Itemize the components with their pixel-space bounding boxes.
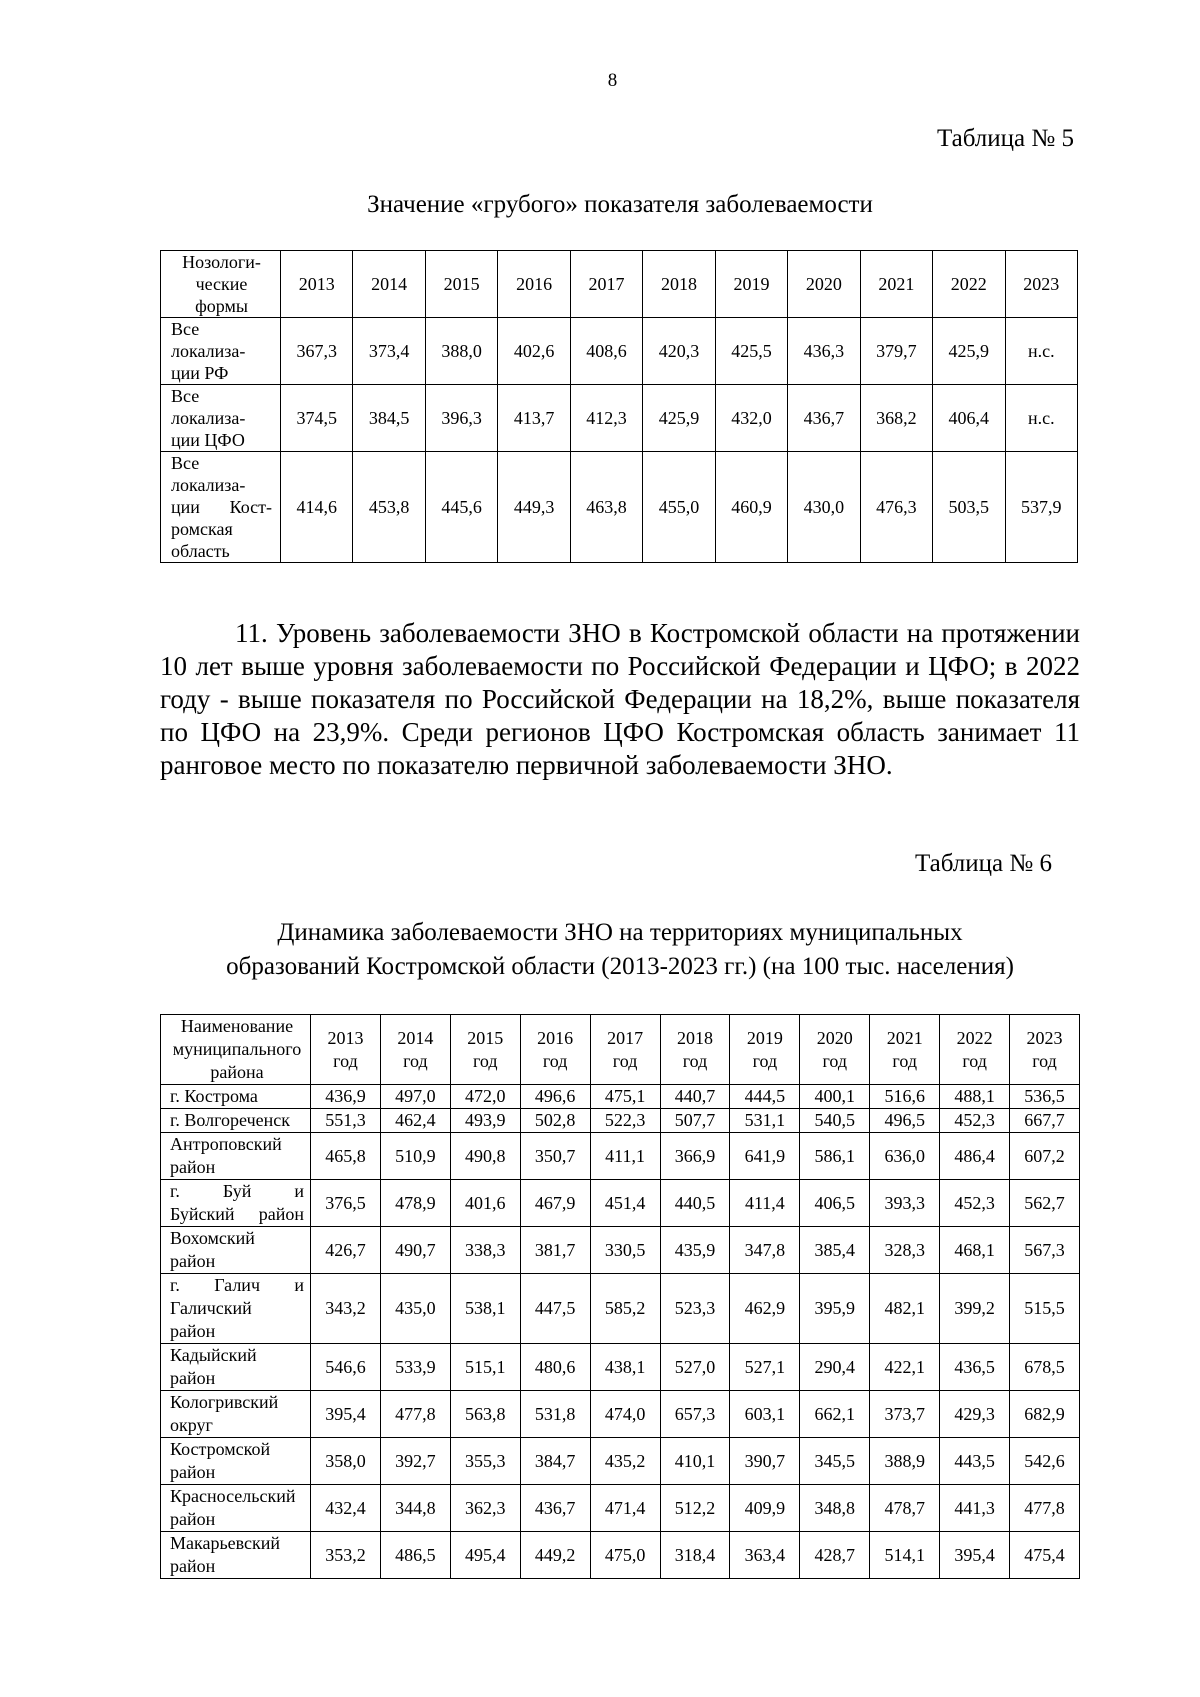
value-cell: 379,7 [860, 318, 932, 385]
value-cell: н.с. [1005, 385, 1077, 452]
row-name-cell [161, 1133, 311, 1180]
value-cell: 443,5 [940, 1438, 1010, 1485]
paragraph-11: 11. Уровень заболеваемости ЗНО в Костромской области на протяжении 10 лет выше уровня заболеваемости по Российской Федерации и ЦФО; в 2022 году - выше показателя по Российской Федерации на 18,2%, выше показателя по ЦФО на 23,9%. Среди регионов ЦФО Костромская область занимает 11 ранговое место по показателю первичной заболеваемости ЗНО. [160, 618, 1080, 780]
row-name-line: ромская [171, 519, 233, 539]
year-header-cell [660, 1015, 730, 1085]
value-cell: 328,3 [870, 1227, 940, 1274]
table-row [161, 1085, 1080, 1109]
value-cell: 510,9 [380, 1133, 450, 1180]
year-header-cell: 2023 [1005, 251, 1077, 318]
value-cell: 390,7 [730, 1438, 800, 1485]
value-cell: 486,5 [380, 1532, 450, 1579]
value-cell: 567,3 [1010, 1227, 1080, 1274]
value-cell: 662,1 [800, 1391, 870, 1438]
value-cell: 462,4 [380, 1109, 450, 1133]
value-cell: 515,5 [1010, 1274, 1080, 1344]
value-cell: 472,0 [450, 1085, 520, 1109]
row-name-line: локализа- [171, 475, 246, 495]
value-cell: 471,4 [590, 1485, 660, 1532]
value-cell: 445,6 [425, 452, 497, 563]
year-suffix: год [752, 1050, 778, 1071]
value-cell: 432,4 [311, 1485, 381, 1532]
value-cell: 343,2 [311, 1274, 381, 1344]
row-name-cell [161, 1532, 311, 1579]
value-cell: 478,7 [870, 1485, 940, 1532]
row-name-line: Буйский район [170, 1204, 304, 1224]
table-6-title-line-2: образований Костромской области (2013-2023 гг.) (на 100 тыс. населения) [226, 953, 1014, 980]
row-name-line: Кадыйский [170, 1345, 257, 1365]
year-suffix: год [403, 1050, 428, 1071]
row-name-line: локализа- [171, 341, 246, 361]
table-row [161, 318, 1078, 385]
value-cell: 425,5 [715, 318, 787, 385]
year-suffix: год [892, 1050, 917, 1071]
value-cell: 449,3 [498, 452, 570, 563]
value-cell: 318,4 [660, 1532, 730, 1579]
value-cell: 428,7 [800, 1532, 870, 1579]
value-cell: 475,1 [590, 1085, 660, 1109]
value-cell: 490,7 [380, 1227, 450, 1274]
table-5-body [161, 251, 1078, 563]
value-cell: 444,5 [730, 1085, 800, 1109]
value-cell: 410,1 [660, 1438, 730, 1485]
table-row [161, 1344, 1080, 1391]
row-name-line: локализа- [171, 408, 246, 428]
value-cell: 562,7 [1010, 1180, 1080, 1227]
value-cell: 514,1 [870, 1532, 940, 1579]
table-row [161, 1133, 1080, 1180]
row-name-line: Все [171, 453, 200, 473]
row-name-line: район [170, 1321, 216, 1341]
value-cell: 330,5 [590, 1227, 660, 1274]
value-cell: 420,3 [643, 318, 715, 385]
value-cell: 395,4 [940, 1532, 1010, 1579]
row-name-line: Все [171, 386, 200, 406]
value-cell: 585,2 [590, 1274, 660, 1344]
year-header-cell: 2021 [860, 251, 932, 318]
value-cell: 540,5 [800, 1109, 870, 1133]
row-name-line: Антроповский [170, 1134, 282, 1154]
value-cell: 436,7 [520, 1485, 590, 1532]
table-row [161, 1274, 1080, 1344]
value-cell: 636,0 [870, 1133, 940, 1180]
value-cell: 414,6 [281, 452, 353, 563]
year-suffix: год [822, 1050, 848, 1071]
value-cell: 406,4 [933, 385, 1005, 452]
value-cell: 406,5 [800, 1180, 870, 1227]
value-cell: 477,8 [1010, 1485, 1080, 1532]
row-name-line: ции Кост- [171, 497, 272, 517]
table-5-title: Значение «грубого» показателя заболеваемости [367, 191, 873, 218]
value-cell: 607,2 [1010, 1133, 1080, 1180]
value-cell: 533,9 [380, 1344, 450, 1391]
value-cell: 412,3 [570, 385, 642, 452]
value-cell: 546,6 [311, 1344, 381, 1391]
value-cell: 488,1 [940, 1085, 1010, 1109]
value-cell: 358,0 [311, 1438, 381, 1485]
value-cell: 366,9 [660, 1133, 730, 1180]
year-suffix: год [542, 1050, 568, 1071]
value-cell: 531,8 [520, 1391, 590, 1438]
value-cell: 482,1 [870, 1274, 940, 1344]
value-cell: 374,5 [281, 385, 353, 452]
value-cell: 362,3 [450, 1485, 520, 1532]
year-header-cell [311, 1015, 381, 1085]
value-cell: 467,9 [520, 1180, 590, 1227]
value-cell: 465,8 [311, 1133, 381, 1180]
value-cell: 495,4 [450, 1532, 520, 1579]
year-suffix: год [612, 1050, 638, 1071]
value-cell: 507,7 [660, 1109, 730, 1133]
page-number: 8 [607, 70, 618, 91]
year-value: 2014 [397, 1027, 434, 1048]
row-name-cell [161, 1085, 311, 1109]
row-name-cell [161, 452, 281, 563]
value-cell: 474,0 [590, 1391, 660, 1438]
table-5-label: Таблица № 5 [936, 125, 1074, 152]
value-cell: 411,1 [590, 1133, 660, 1180]
value-cell: 413,7 [498, 385, 570, 452]
year-header-cell [450, 1015, 520, 1085]
table-row [161, 452, 1078, 563]
value-cell: 438,1 [590, 1344, 660, 1391]
value-cell: 426,7 [311, 1227, 381, 1274]
value-cell: 373,4 [353, 318, 425, 385]
value-cell: 512,2 [660, 1485, 730, 1532]
value-cell: 395,9 [800, 1274, 870, 1344]
row-name-line: г. Галич и [170, 1275, 304, 1295]
value-cell: 355,3 [450, 1438, 520, 1485]
value-cell: 402,6 [498, 318, 570, 385]
value-cell: 527,1 [730, 1344, 800, 1391]
value-cell: 515,1 [450, 1344, 520, 1391]
row-name-line: района [210, 1062, 264, 1082]
year-header-cell: 2013 [281, 251, 353, 318]
value-cell: 376,5 [311, 1180, 381, 1227]
value-cell: 478,9 [380, 1180, 450, 1227]
row-name-line: округ [170, 1415, 213, 1435]
row-name-line: район [170, 1368, 216, 1388]
value-cell: 502,8 [520, 1109, 590, 1133]
value-cell: 523,3 [660, 1274, 730, 1344]
value-cell: 388,9 [870, 1438, 940, 1485]
value-cell: 363,4 [730, 1532, 800, 1579]
table-row [161, 1180, 1080, 1227]
year-value: 2019 [746, 1027, 783, 1048]
year-header-cell [730, 1015, 800, 1085]
value-cell: 603,1 [730, 1391, 800, 1438]
value-cell: 367,3 [281, 318, 353, 385]
value-cell: 516,6 [870, 1085, 940, 1109]
row-name-line: ции РФ [171, 363, 229, 383]
value-cell: 440,5 [660, 1180, 730, 1227]
row-name-line: г. Буй и [170, 1181, 304, 1201]
value-cell: 455,0 [643, 452, 715, 563]
row-name-line: ческие [195, 274, 248, 294]
row-name-line: Нозологи- [182, 252, 261, 272]
value-cell: 497,0 [380, 1085, 450, 1109]
year-value: 2023 [1026, 1027, 1063, 1048]
value-cell: 399,2 [940, 1274, 1010, 1344]
value-cell: 451,4 [590, 1180, 660, 1227]
value-cell: 586,1 [800, 1133, 870, 1180]
row-name-line: Макарьевский [170, 1533, 281, 1553]
value-cell: 435,2 [590, 1438, 660, 1485]
row-name-line: район [170, 1556, 216, 1576]
year-value: 2018 [676, 1027, 713, 1048]
row-name-line: г. Кострома [170, 1086, 258, 1106]
year-value: 2021 [886, 1027, 923, 1048]
value-cell: 388,0 [425, 318, 497, 385]
row-name-line: район [170, 1251, 216, 1271]
value-cell: 476,3 [860, 452, 932, 563]
year-value: 2016 [537, 1027, 574, 1048]
row-name-cell [161, 1109, 311, 1133]
year-header-cell: 2020 [788, 251, 860, 318]
year-value: 2015 [467, 1027, 504, 1048]
value-cell: 551,3 [311, 1109, 381, 1133]
value-cell: 452,3 [940, 1180, 1010, 1227]
year-suffix: год [1032, 1050, 1057, 1071]
value-cell: 393,3 [870, 1180, 940, 1227]
value-cell: 447,5 [520, 1274, 590, 1344]
value-cell: 429,3 [940, 1391, 1010, 1438]
year-header-cell: 2017 [570, 251, 642, 318]
row-name-line: ции ЦФО [171, 430, 245, 450]
year-suffix: год [962, 1050, 987, 1071]
value-cell: 385,4 [800, 1227, 870, 1274]
value-cell: 368,2 [860, 385, 932, 452]
value-cell: 396,3 [425, 385, 497, 452]
value-cell: 395,4 [311, 1391, 381, 1438]
year-header-cell: 2019 [715, 251, 787, 318]
value-cell: 440,7 [660, 1085, 730, 1109]
row-name-line: район [170, 1462, 216, 1482]
value-cell: 468,1 [940, 1227, 1010, 1274]
value-cell: 460,9 [715, 452, 787, 563]
value-cell: 678,5 [1010, 1344, 1080, 1391]
value-cell: 381,7 [520, 1227, 590, 1274]
row-name-cell [161, 385, 281, 452]
row-name-line: муниципального [172, 1039, 302, 1059]
value-cell: 411,4 [730, 1180, 800, 1227]
value-cell: 425,9 [643, 385, 715, 452]
row-name-line: Наименование [180, 1016, 294, 1036]
value-cell: 536,5 [1010, 1085, 1080, 1109]
year-header-cell [940, 1015, 1010, 1085]
row-name-line: Все [171, 319, 200, 339]
value-cell: 657,3 [660, 1391, 730, 1438]
value-cell: 477,8 [380, 1391, 450, 1438]
value-cell: 441,3 [940, 1485, 1010, 1532]
row-name-cell [161, 1485, 311, 1532]
year-value: 2013 [327, 1027, 364, 1048]
year-suffix: год [472, 1050, 498, 1071]
row-name-line: Костромской [170, 1439, 271, 1459]
year-value: 2020 [816, 1027, 853, 1048]
value-cell: 667,7 [1010, 1109, 1080, 1133]
value-cell: 401,6 [450, 1180, 520, 1227]
value-cell: 373,7 [870, 1391, 940, 1438]
table-6 [160, 1014, 1080, 1579]
value-cell: 430,0 [788, 452, 860, 563]
year-header-cell [520, 1015, 590, 1085]
table-6-title-line-1: Динамика заболеваемости ЗНО на территориях муниципальных [277, 919, 963, 946]
year-header-cell [800, 1015, 870, 1085]
value-cell: 436,7 [788, 385, 860, 452]
value-cell: 463,8 [570, 452, 642, 563]
value-cell: 436,3 [788, 318, 860, 385]
table-6-body [161, 1015, 1080, 1579]
value-cell: 353,2 [311, 1532, 381, 1579]
row-name-cell [161, 1344, 311, 1391]
table-header-row [161, 1015, 1080, 1085]
value-cell: 538,1 [450, 1274, 520, 1344]
year-value: 2017 [607, 1027, 644, 1048]
value-cell: 344,8 [380, 1485, 450, 1532]
table-row [161, 1532, 1080, 1579]
year-header-cell [380, 1015, 450, 1085]
table-row [161, 1391, 1080, 1438]
value-cell: 490,8 [450, 1133, 520, 1180]
value-cell: 453,8 [353, 452, 425, 563]
value-cell: 542,6 [1010, 1438, 1080, 1485]
value-cell: 496,5 [870, 1109, 940, 1133]
year-value: 2022 [956, 1027, 993, 1048]
row-name-line: Красносельский [170, 1486, 296, 1506]
value-cell: 338,3 [450, 1227, 520, 1274]
value-cell: н.с. [1005, 318, 1077, 385]
row-name-cell [161, 1274, 311, 1344]
year-header-cell: 2015 [425, 251, 497, 318]
row-name-cell [161, 1015, 311, 1085]
value-cell: 425,9 [933, 318, 1005, 385]
table-5 [160, 250, 1078, 563]
value-cell: 347,8 [730, 1227, 800, 1274]
year-suffix: год [333, 1050, 358, 1071]
table-header-row [161, 251, 1078, 318]
row-name-line: г. Волгореченск [170, 1110, 290, 1130]
value-cell: 537,9 [1005, 452, 1077, 563]
value-cell: 436,5 [940, 1344, 1010, 1391]
row-name-line: Вохомский [170, 1228, 255, 1248]
table-row [161, 1438, 1080, 1485]
table-row [161, 1109, 1080, 1133]
value-cell: 522,3 [590, 1109, 660, 1133]
row-name-cell [161, 1180, 311, 1227]
value-cell: 408,6 [570, 318, 642, 385]
value-cell: 641,9 [730, 1133, 800, 1180]
table-row [161, 1227, 1080, 1274]
value-cell: 384,5 [353, 385, 425, 452]
row-name-cell [161, 318, 281, 385]
table-row [161, 1485, 1080, 1532]
row-name-line: район [170, 1157, 216, 1177]
value-cell: 345,5 [800, 1438, 870, 1485]
table-6-label: Таблица № 6 [914, 850, 1052, 877]
value-cell: 384,7 [520, 1438, 590, 1485]
value-cell: 531,1 [730, 1109, 800, 1133]
value-cell: 527,0 [660, 1344, 730, 1391]
year-header-cell: 2022 [933, 251, 1005, 318]
row-name-cell [161, 1227, 311, 1274]
table-6-title [160, 916, 1080, 984]
value-cell: 563,8 [450, 1391, 520, 1438]
value-cell: 503,5 [933, 452, 1005, 563]
row-name-cell [161, 1391, 311, 1438]
year-header-cell: 2014 [353, 251, 425, 318]
year-suffix: год [682, 1050, 708, 1071]
table-row [161, 385, 1078, 452]
value-cell: 480,6 [520, 1344, 590, 1391]
row-name-line: область [171, 541, 230, 561]
value-cell: 348,8 [800, 1485, 870, 1532]
row-name-cell [161, 1438, 311, 1485]
year-header-cell [1010, 1015, 1080, 1085]
row-name-line: район [170, 1509, 216, 1529]
value-cell: 486,4 [940, 1133, 1010, 1180]
value-cell: 436,9 [311, 1085, 381, 1109]
value-cell: 290,4 [800, 1344, 870, 1391]
year-header-cell [870, 1015, 940, 1085]
value-cell: 435,0 [380, 1274, 450, 1344]
value-cell: 350,7 [520, 1133, 590, 1180]
year-header-cell: 2018 [643, 251, 715, 318]
value-cell: 452,3 [940, 1109, 1010, 1133]
row-name-line: формы [195, 296, 248, 316]
value-cell: 449,2 [520, 1532, 590, 1579]
row-name-line: Кологривский [170, 1392, 279, 1412]
value-cell: 475,0 [590, 1532, 660, 1579]
value-cell: 422,1 [870, 1344, 940, 1391]
value-cell: 435,9 [660, 1227, 730, 1274]
value-cell: 475,4 [1010, 1532, 1080, 1579]
year-header-cell [590, 1015, 660, 1085]
value-cell: 432,0 [715, 385, 787, 452]
value-cell: 392,7 [380, 1438, 450, 1485]
year-header-cell: 2016 [498, 251, 570, 318]
value-cell: 462,9 [730, 1274, 800, 1344]
row-name-cell [161, 251, 281, 318]
value-cell: 409,9 [730, 1485, 800, 1532]
value-cell: 493,9 [450, 1109, 520, 1133]
value-cell: 496,6 [520, 1085, 590, 1109]
row-name-line: Галичский [170, 1298, 252, 1318]
value-cell: 400,1 [800, 1085, 870, 1109]
value-cell: 682,9 [1010, 1391, 1080, 1438]
